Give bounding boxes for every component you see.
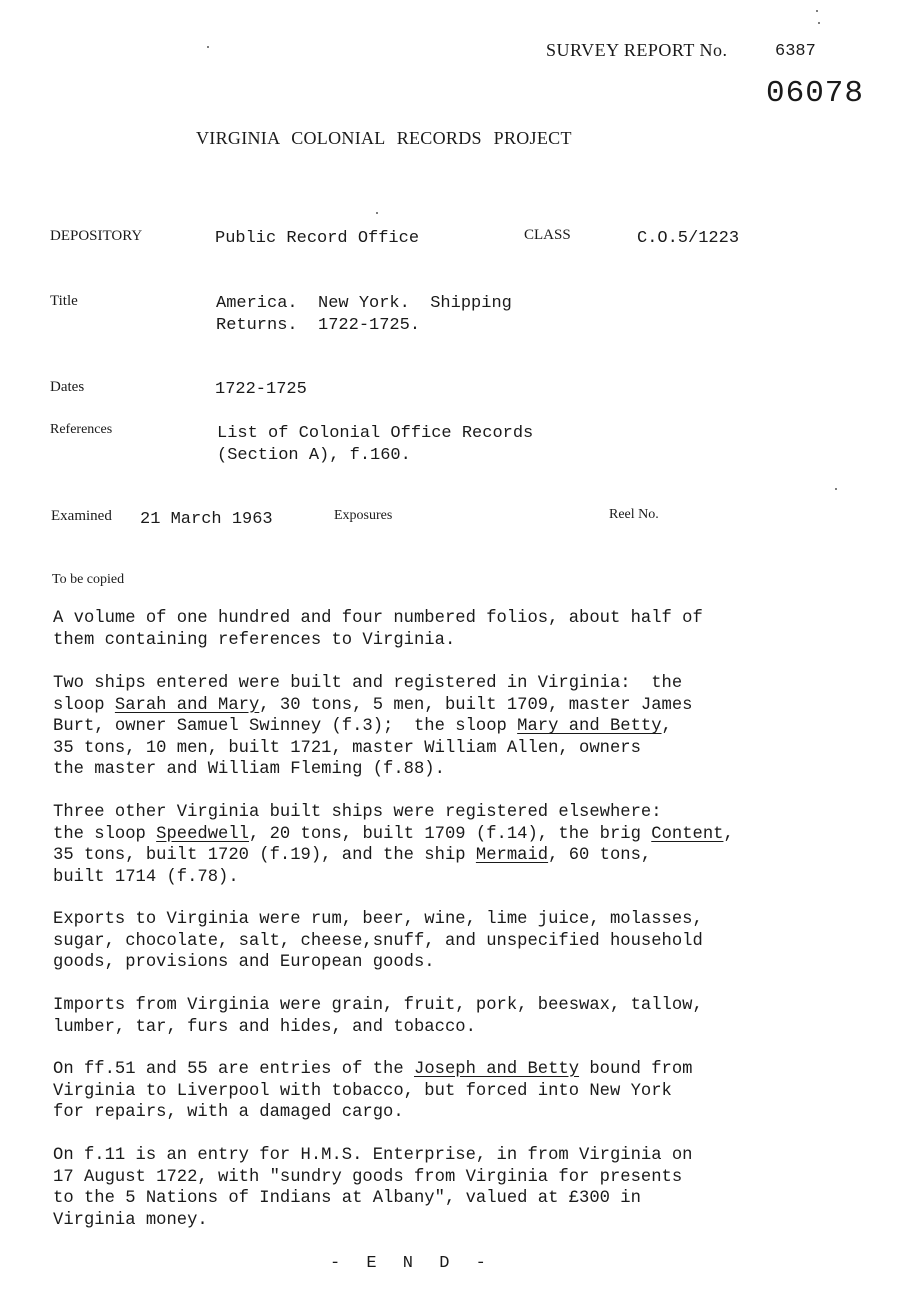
survey-report-number: 6387 — [775, 42, 816, 61]
scan-speck — [818, 22, 820, 24]
dates-value: 1722-1725 — [215, 380, 307, 399]
paragraph-exports: Exports to Virginia were rum, beer, wine, lime juice, molasses, sugar, chocolate, salt, cheese,snuff, and unspecified household goods, provisions and European goods. — [53, 910, 703, 973]
project-title: VIRGINIA COLONIAL RECORDS PROJECT — [196, 128, 572, 148]
stamp-number: 06078 — [766, 76, 865, 111]
examined-value: 21 March 1963 — [140, 510, 273, 529]
paragraph-joseph-and-betty — [53, 1059, 883, 1124]
paragraph-text: , 35 tons, built 1720 (f.19), and the ship — [53, 824, 734, 866]
class-label: CLASS — [524, 227, 571, 243]
scan-speck — [816, 10, 818, 12]
title-line-1: America. New York. Shipping — [216, 294, 512, 313]
exposures-label: Exposures — [334, 508, 393, 523]
scan-speck — [376, 212, 378, 214]
paragraph-text: , 30 tons, 5 men, built 1709, master James Burt, owner Samuel Swinney (f.3); the sloop — [53, 695, 693, 737]
paragraph-volume: A volume of one hundred and four numbered folios, about half of them containing references to Virginia. — [53, 609, 703, 650]
paragraph-enterprise: On f.11 is an entry for H.M.S. Enterprise, in from Virginia on 17 August 1722, with "sundry goods from Virginia for presents to the 5 Nations of Indians at Albany", valued at £300 in Virginia money. — [53, 1146, 693, 1230]
ship-name: Mermaid — [475, 846, 549, 866]
references-line-1: List of Colonial Office Records — [217, 424, 534, 443]
paragraph-text: Two ships entered were built and registered in Virginia: the sloop — [53, 674, 683, 715]
paragraph-other-ships — [53, 802, 883, 888]
paragraph-text: On ff.51 and 55 are entries of the — [53, 1060, 414, 1079]
ship-name: Joseph and Betty — [414, 1060, 580, 1079]
paragraph-virginia-ships — [53, 673, 883, 781]
paragraph-text: , 60 tons, built 1714 (f.78). — [53, 846, 652, 887]
ship-name: Mary and Betty — [517, 717, 662, 737]
paragraph-text: , 35 tons, 10 men, built 1721, master William Allen, owners the master and William Fleming (f.88). — [53, 717, 672, 780]
dates-label: Dates — [50, 379, 85, 395]
survey-report-label: SURVEY REPORT No. — [546, 40, 728, 60]
reel-label: Reel No. — [609, 507, 659, 522]
ship-name: Sarah and Mary — [114, 695, 260, 715]
paragraph-text: Three other Virginia built ships were registered elsewhere: the sloop — [53, 803, 662, 844]
title-label: Title — [50, 293, 78, 309]
scan-speck — [835, 488, 837, 490]
paragraph-text: bound from Virginia to Liverpool with tobacco, but forced into New York for repairs, with a damaged cargo. — [53, 1060, 693, 1123]
ship-name: Speedwell — [156, 824, 249, 844]
depository-value: Public Record Office — [215, 229, 420, 248]
scan-speck — [207, 46, 209, 48]
class-value: C.O.5/1223 — [637, 229, 740, 248]
paragraph-text: , 20 tons, built 1709 (f.14), the brig — [248, 824, 652, 844]
paragraph-imports: Imports from Virginia were grain, fruit, pork, beeswax, tallow, lumber, tar, furs and hides, and tobacco. — [53, 996, 703, 1037]
to-be-copied-label: To be copied — [52, 572, 125, 587]
ship-name: Content — [651, 824, 724, 844]
end-marker: - E N D - — [330, 1254, 494, 1273]
title-line-2: Returns. 1722-1725. — [216, 316, 421, 335]
references-label: References — [50, 422, 113, 437]
depository-label: DEPOSITORY — [50, 228, 143, 244]
examined-label: Examined — [51, 508, 112, 524]
references-line-2: (Section A), f.160. — [217, 446, 411, 465]
